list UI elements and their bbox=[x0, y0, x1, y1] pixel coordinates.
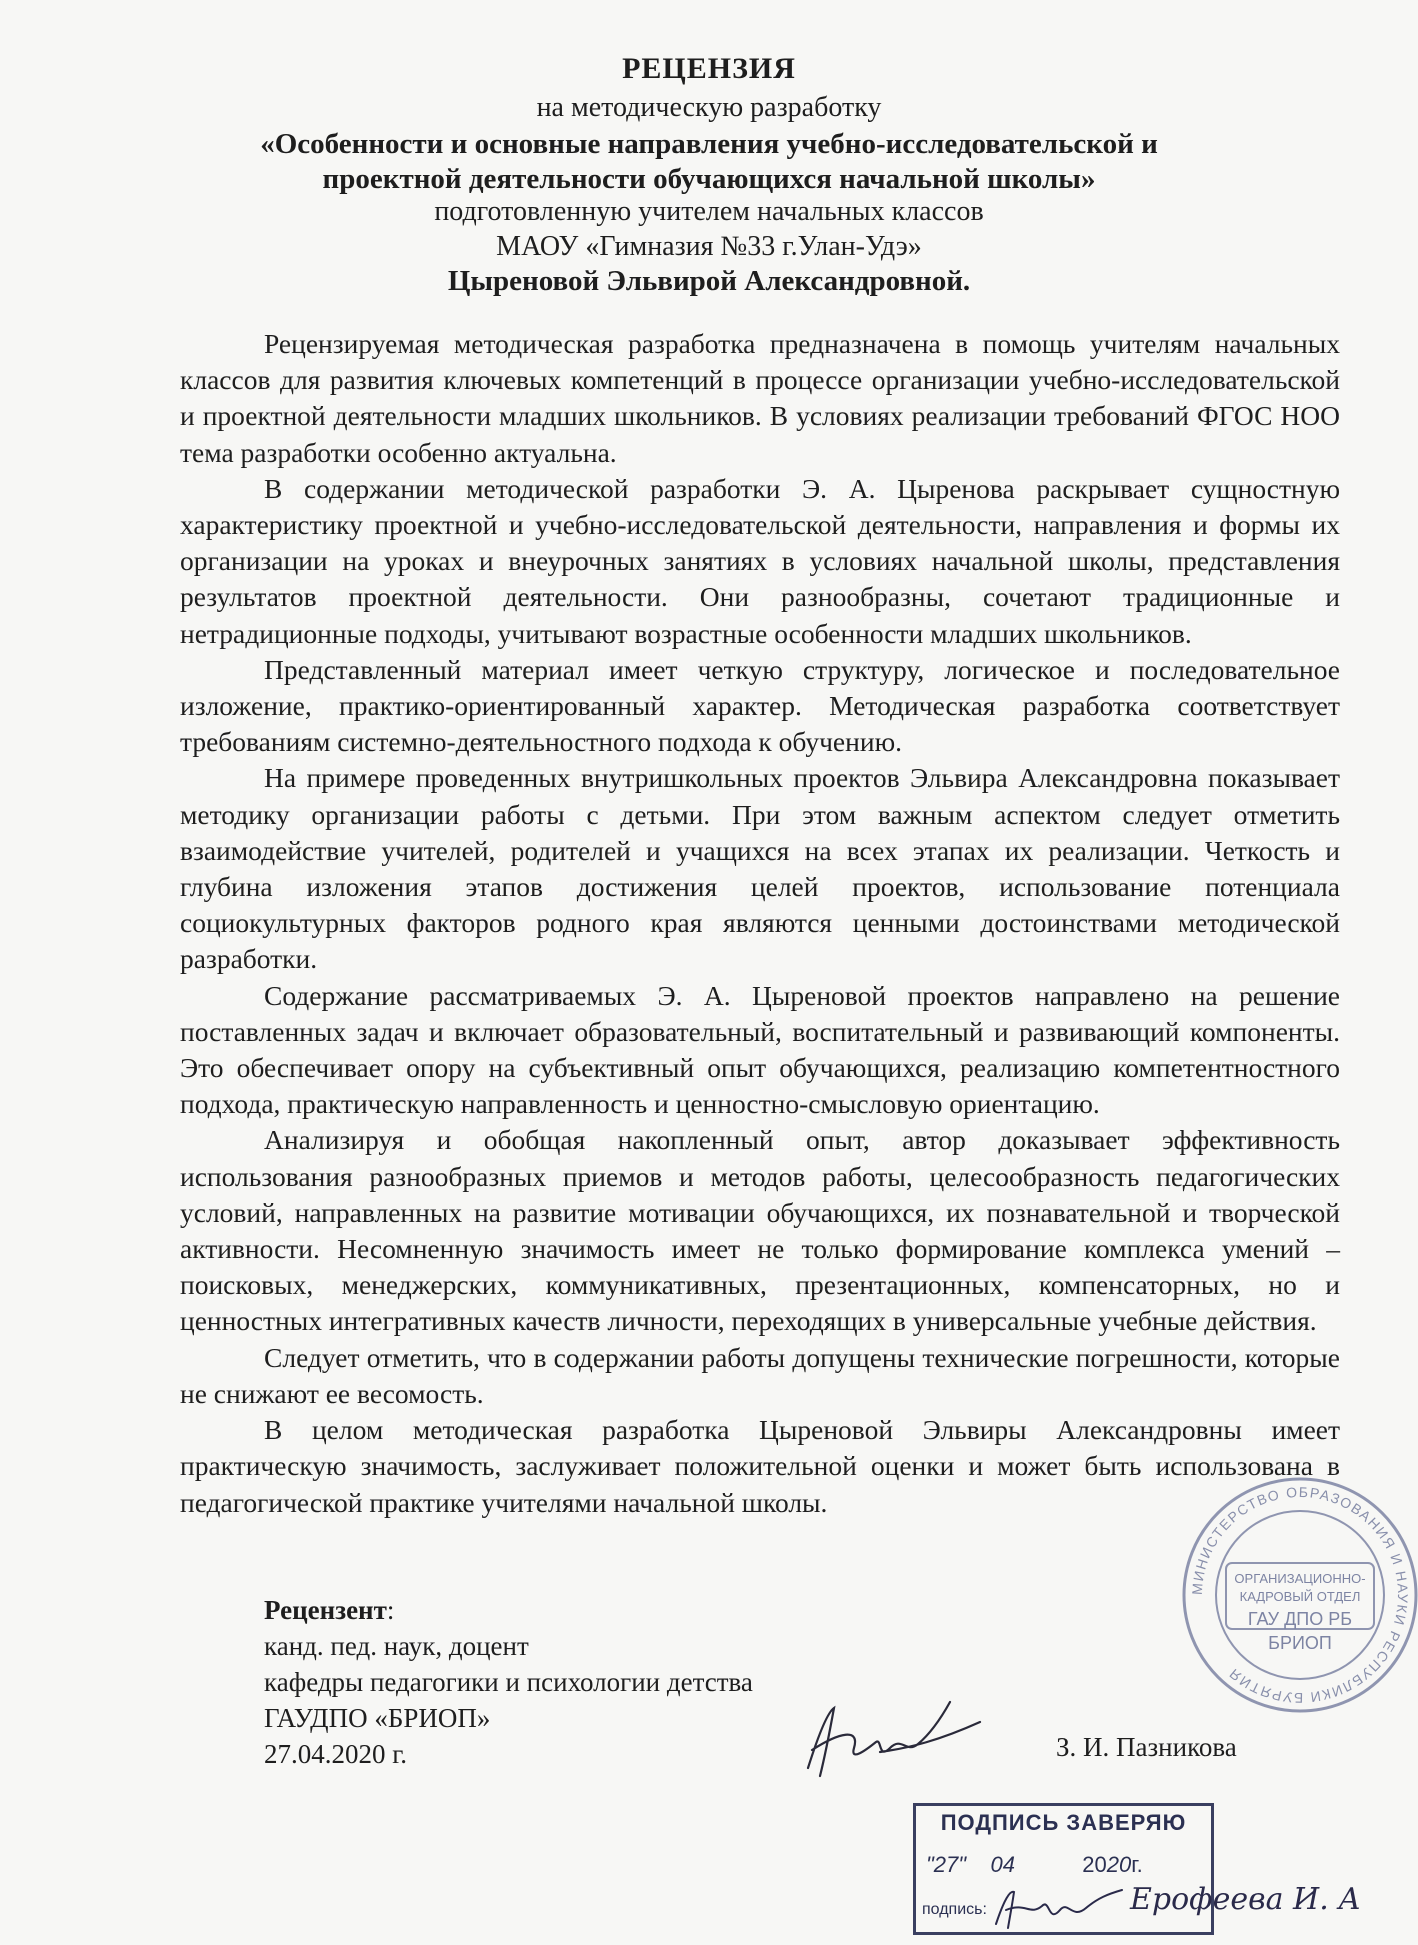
stamp-year-prefix: 20 bbox=[1082, 1852, 1107, 1877]
stamp-inner-line-1: ОРГАНИЗАЦИОННО- bbox=[1234, 1571, 1366, 1586]
document-title: РЕЦЕНЗИЯ bbox=[622, 52, 796, 85]
school-line: МАОУ «Гимназия №33 г.Улан-Удэ» bbox=[496, 231, 922, 262]
stamp-inner-line-3: ГАУ ДПО РБ bbox=[1247, 1609, 1353, 1629]
stamp-sign-label: подпись: bbox=[922, 1901, 987, 1918]
paragraph: Рецензируемая методическая разработка предназначена в помощь учителям начальных классов для развития ключевых компетенций в процессе организации учебно-исследовательской и проектной деятельности младших школьников. В условиях реализации требований ФГОС НОО тема разработки особенно актуальна. bbox=[180, 328, 1340, 468]
paragraph: Следует отметить, что в содержании работы допущены технические погрешности, которые не снижают ее весомость. bbox=[180, 1341, 1340, 1409]
paragraph: Анализируя и обобщая накопленный опыт, автор доказывает эффективность использования разнообразных приемов и методов работы, целесообразность педагогических условий, направленных на развитие мотивации обучающихся, их познавательной и творческой активности. Несомненную значимость имеет не только формирование комплекса умений – поисковых, менеджерских, коммуникативных, презентационных, компенсаторных, но и ценностных интегративных качеств личности, переходящих в универсальные учебные действия. bbox=[180, 1124, 1340, 1337]
reviewer-degree: канд. пед. наук, доцент bbox=[264, 1631, 529, 1661]
paragraph: На примере проведенных внутришкольных проектов Эльвира Александровна показывает методику организации работы с детьми. При этом важным аспектом следует отметить взаимодействие учителей, родителей и учащихся на всех этапах их реализации. Четкость и глубина изложения этапов достижения целей проектов, использование потенциала социокультурных факторов родного края являются ценными достоинствами методической разработки. bbox=[180, 762, 1340, 975]
stamp-month: 04 bbox=[990, 1852, 1016, 1877]
paragraph: Содержание рассматриваемых Э. А. Цыреновой проектов направлено на решение поставленных задач и включает образовательный, воспитательный и развивающий компоненты. Это обеспечивает опору на субъективный опыт обучающихся, реализацию компетентностного подхода, практическую направленность и ценностно-смысловую ориентацию. bbox=[180, 979, 1340, 1120]
reviewer-org: ГАУДПО «БРИОП» bbox=[264, 1703, 491, 1733]
paragraph: В целом методическая разработка Цыреновой Эльвиры Александровны имеет практическую значимость, заслуживает положительной оценки и может быть использована в педагогической практике учителями начальной школы. bbox=[180, 1414, 1340, 1518]
author-line: Цыреновой Эльвирой Александровной. bbox=[447, 265, 971, 297]
stamp-day: "27" bbox=[926, 1852, 967, 1877]
topic-line-2: проектной деятельности обучающихся начальной школы» bbox=[322, 163, 1096, 195]
prepared-by-line: подготовленную учителем начальных классов bbox=[434, 196, 984, 227]
topic-line-1: «Особенности и основные направления учебно-исследовательской и bbox=[260, 128, 1158, 160]
stamp-ring-text: МИНИСТЕРСТВО ОБРАЗОВАНИЯ И НАУКИ РЕСПУБЛИКИ БУРЯТИЯ bbox=[1188, 1483, 1412, 1707]
reviewer-heading: Рецензент bbox=[264, 1595, 387, 1625]
stamp-inner-line-2: КАДРОВЫЙ ОТДЕЛ bbox=[1239, 1589, 1361, 1604]
verification-stamp-heading: ПОДПИСЬ ЗАВЕРЯЮ bbox=[940, 1810, 1187, 1835]
reviewer-department: кафедры педагогики и психологии детства bbox=[264, 1667, 753, 1697]
verifier-signature bbox=[990, 1880, 1130, 1935]
paragraph: Представленный материал имеет четкую структуру, логическое и последовательное изложение, практико-ориентированный характер. Методическая разработка соответствует требованиям системно-деятельностного подхода к обучению. bbox=[180, 653, 1340, 758]
round-stamp bbox=[1180, 1475, 1418, 1715]
stamp-year-suffix: 20 bbox=[1106, 1852, 1132, 1877]
stamp-inner-line-4: БРИОП bbox=[1268, 1633, 1332, 1653]
stamp-year-unit: г. bbox=[1131, 1852, 1143, 1877]
review-body bbox=[180, 326, 1340, 1521]
review-date: 27.04.2020 г. bbox=[264, 1739, 408, 1769]
paragraph: В содержании методической разработки Э. А. Цыренова раскрывает сущностную характеристику проектной и учебно-исследовательской деятельности, направления и формы их организации на уроках и внеурочных занятиях в условиях начальной школы, представления результатов проектной деятельности. Они разнообразны, сочетают традиционные и нетрадиционные подходы, учитывают возрастные особенности младших школьников. bbox=[180, 472, 1340, 649]
reviewer-name: З. И. Пазникова bbox=[1056, 1732, 1237, 1762]
reviewer-signature bbox=[790, 1690, 990, 1790]
verification-stamp-date bbox=[926, 1852, 1143, 1878]
reviewer-heading-colon: : bbox=[386, 1595, 395, 1625]
reviewer-block bbox=[264, 1592, 753, 1772]
subtitle-line: на методическую разработку bbox=[536, 92, 882, 123]
verifier-name: Ерофеева И. А bbox=[1130, 1882, 1361, 1917]
